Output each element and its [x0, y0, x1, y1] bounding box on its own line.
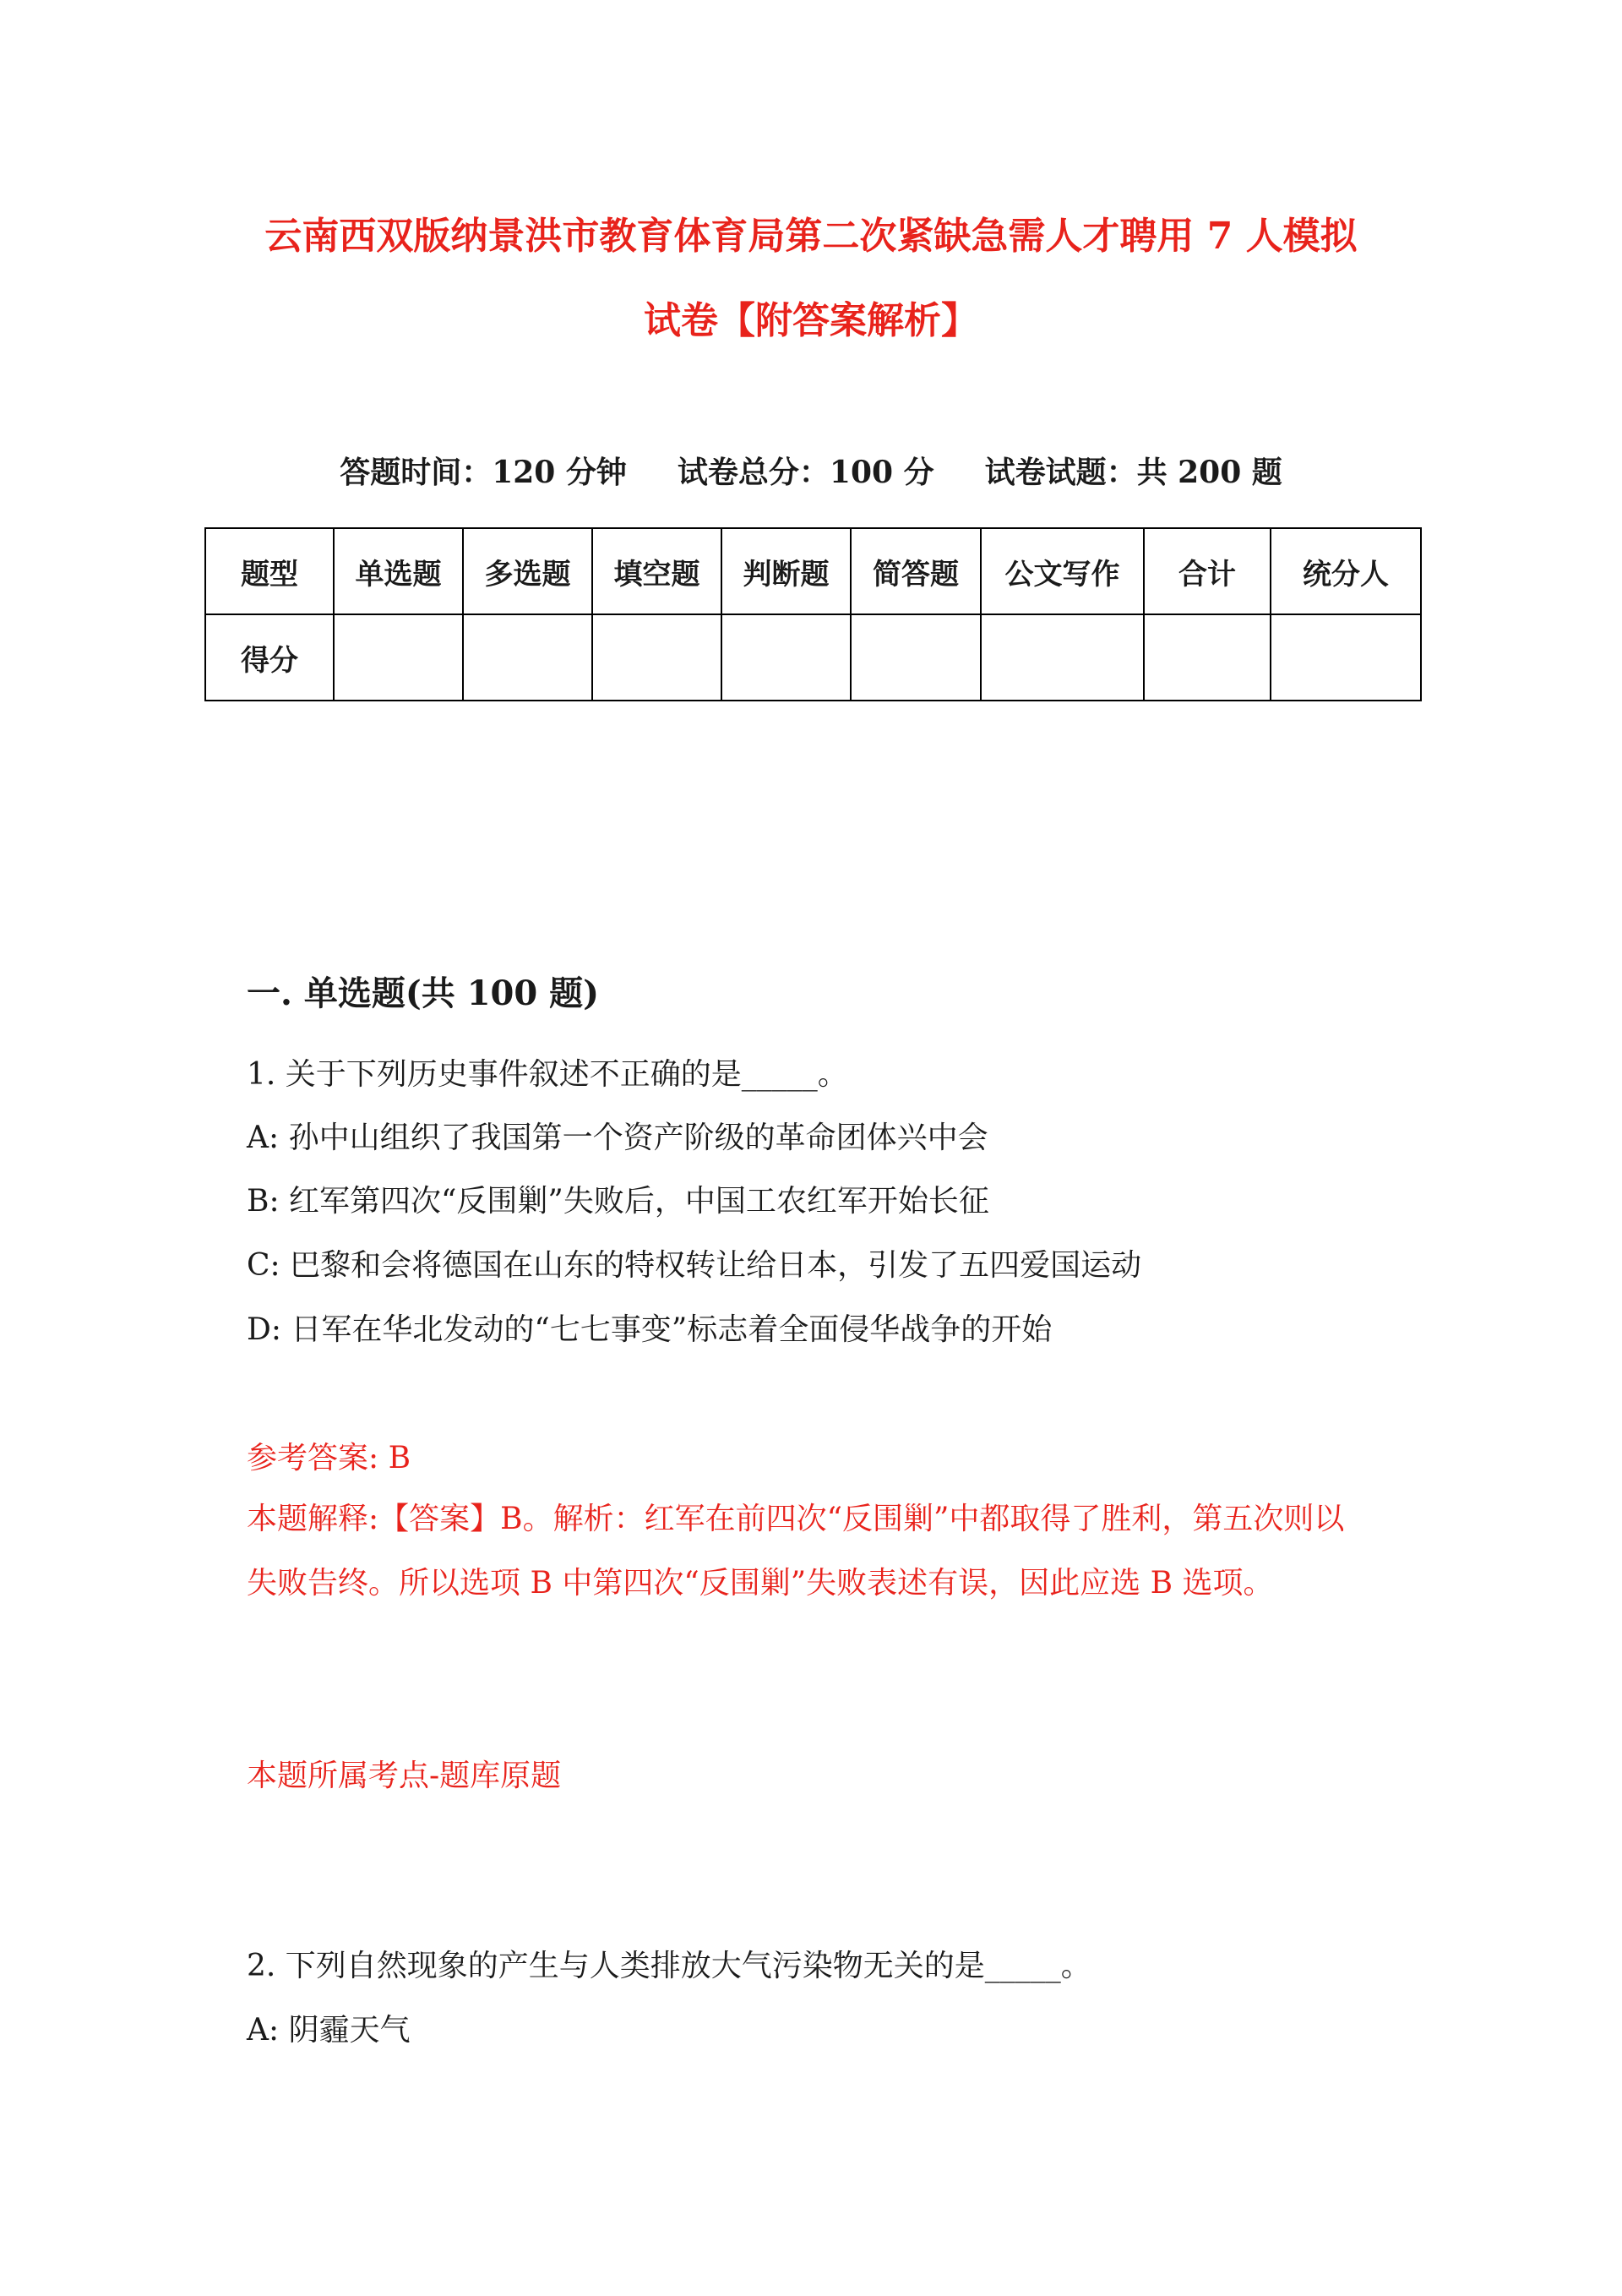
score-table-header: 公文写作 [981, 528, 1144, 614]
score-table-header: 填空题 [592, 528, 721, 614]
score-table-header: 题型 [205, 528, 334, 614]
question-1-answer: 参考答案: B [247, 1441, 411, 1475]
score-cell [1144, 614, 1271, 701]
question-1-option-a: A: 孙中山组织了我国第一个资产阶级的革命团体兴中会 [247, 1121, 988, 1155]
question-1-knowledge-point: 本题所属考点-题库原题 [247, 1759, 562, 1793]
question-1-option-b: B: 红军第四次“反围剿”失败后，中国工农红军开始长征 [247, 1184, 989, 1219]
section-heading: 一. 单选题(共 100 题) [247, 973, 600, 1013]
score-cell [981, 614, 1144, 701]
score-table-header: 判断题 [721, 528, 851, 614]
question-1-option-d: D: 日军在华北发动的“七七事变”标志着全面侵华战争的开始 [247, 1312, 1053, 1347]
score-table-header: 统分人 [1271, 528, 1421, 614]
document-title-line-1: 云南西双版纳景洪市教育体育局第二次紧缺急需人才聘用 7 人模拟 [264, 215, 1358, 258]
score-table-score-row [205, 614, 1421, 701]
score-cell [851, 614, 981, 701]
score-cell [592, 614, 721, 701]
score-table-header: 多选题 [463, 528, 592, 614]
score-table-header: 合计 [1144, 528, 1271, 614]
question-2-option-a: A: 阴霾天气 [247, 2013, 411, 2048]
score-cell [1271, 614, 1421, 701]
question-1-explanation: 本题解释:【答案】B。解析：红军在前四次“反围剿”中都取得了胜利，第五次则以失败告终。所以选项 B 中第四次“反围剿”失败表述有误，因此应选 B 选项。 [247, 1502, 1345, 1601]
score-cell [463, 614, 592, 701]
document-title-line-2: 试卷【附答案解析】 [644, 299, 978, 342]
exam-question-count: 试卷试题：共 200 题 [984, 455, 1282, 490]
question-2-stem: 2. 下列自然现象的产生与人类排放大气污染物无关的是_____。 [247, 1949, 1091, 1983]
question-1-stem: 1. 关于下列历史事件叙述不正确的是_____。 [247, 1057, 848, 1092]
score-table [204, 527, 1422, 701]
score-table-header: 简答题 [851, 528, 981, 614]
question-1-option-c: C: 巴黎和会将德国在山东的特权转让给日本，引发了五四爱国运动 [247, 1248, 1142, 1283]
score-table-header-row [205, 528, 1421, 614]
exam-total-score: 试卷总分：100 分 [677, 455, 934, 490]
score-cell [334, 614, 463, 701]
score-row-label: 得分 [205, 614, 334, 701]
score-table-header: 单选题 [334, 528, 463, 614]
exam-meta [203, 455, 1419, 491]
exam-time: 答题时间：120 分钟 [340, 455, 627, 490]
score-cell [721, 614, 851, 701]
